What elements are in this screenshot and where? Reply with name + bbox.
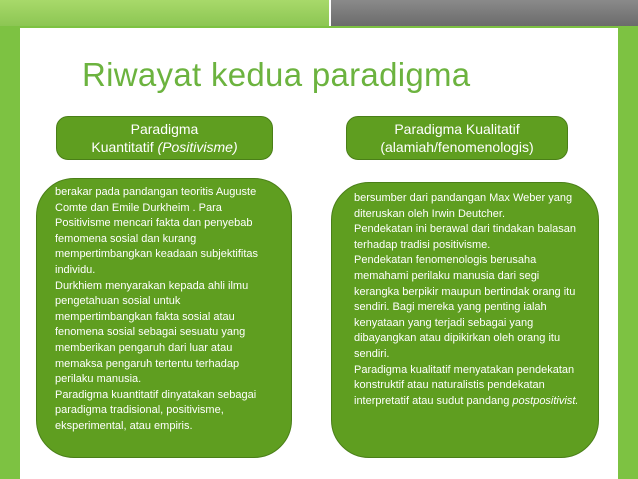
- qualitative-last-prefix: Paradigma kualitatif menyatakan pendekatan konstruktif atau naturalistis pendekatan interpretatif atau sudut pandang: [354, 363, 575, 407]
- qualitative-paragraph: Pendekatan ini berawal dari tindakan balasan terhadap tradisi positivisme.: [354, 223, 576, 251]
- top-bar-gray: [331, 0, 638, 26]
- header-quantitative: [56, 116, 273, 160]
- qualitative-description-box: [331, 182, 599, 458]
- header-quantitative-line1: Paradigma: [130, 121, 199, 137]
- quantitative-paragraph: Paradigma kuantitatif dinyatakan sebagai paradigma tradisional, positivisme, eksperimental, atau empiris.: [55, 388, 257, 432]
- quantitative-paragraph: berakar pada pandangan teoritis Auguste Comte dan Emile Durkheim . Para Positivisme mencari fakta dan penyebab femomena sosial dan kurang mempertimbangkan keadaan subjektifitas individu.: [55, 186, 259, 276]
- qualitative-paragraph-last: [354, 363, 584, 410]
- quantitative-description-box: [36, 178, 292, 458]
- qualitative-paragraph: bersumber dari pandangan Max Weber yang diteruskan oleh Irwin Deutcher.: [354, 192, 573, 220]
- qualitative-last-italic: postpositivist.: [512, 394, 579, 407]
- top-bar-green: [0, 0, 331, 26]
- quantitative-paragraph: Durkhiem menyarakan kepada ahli ilmu pengetahuan sosial untuk mempertimbangkan fakta sosial atau fenomena sosial sebagai sesuatu yang memberikan pengaruh dari luar atau memaksa pengaruh tertentu terhadap perilaku manusia.: [55, 279, 249, 386]
- header-qualitative: [346, 116, 568, 160]
- slide-canvas: [20, 28, 618, 479]
- header-quantitative-line2: [57, 138, 272, 156]
- slide-title: Riwayat kedua paradigma: [82, 56, 471, 93]
- header-quantitative-italic: (Positivisme): [157, 139, 238, 155]
- header-qualitative-line2: (alamiah/fenomenologis): [380, 139, 534, 155]
- header-quantitative-prefix: Kuantitatif: [91, 139, 158, 155]
- qualitative-paragraph: Pendekatan fenomenologis berusaha memahami perilaku manusia dari segi kerangka berpikir maupun bertindak orang itu sendiri. Bagi mereka yang penting ialah kenyataan yang terjadi sebagai yang dibayangkan atau dipikirkan oleh orang itu sendiri.: [354, 254, 576, 360]
- header-qualitative-line1: Paradigma Kualitatif: [394, 121, 520, 137]
